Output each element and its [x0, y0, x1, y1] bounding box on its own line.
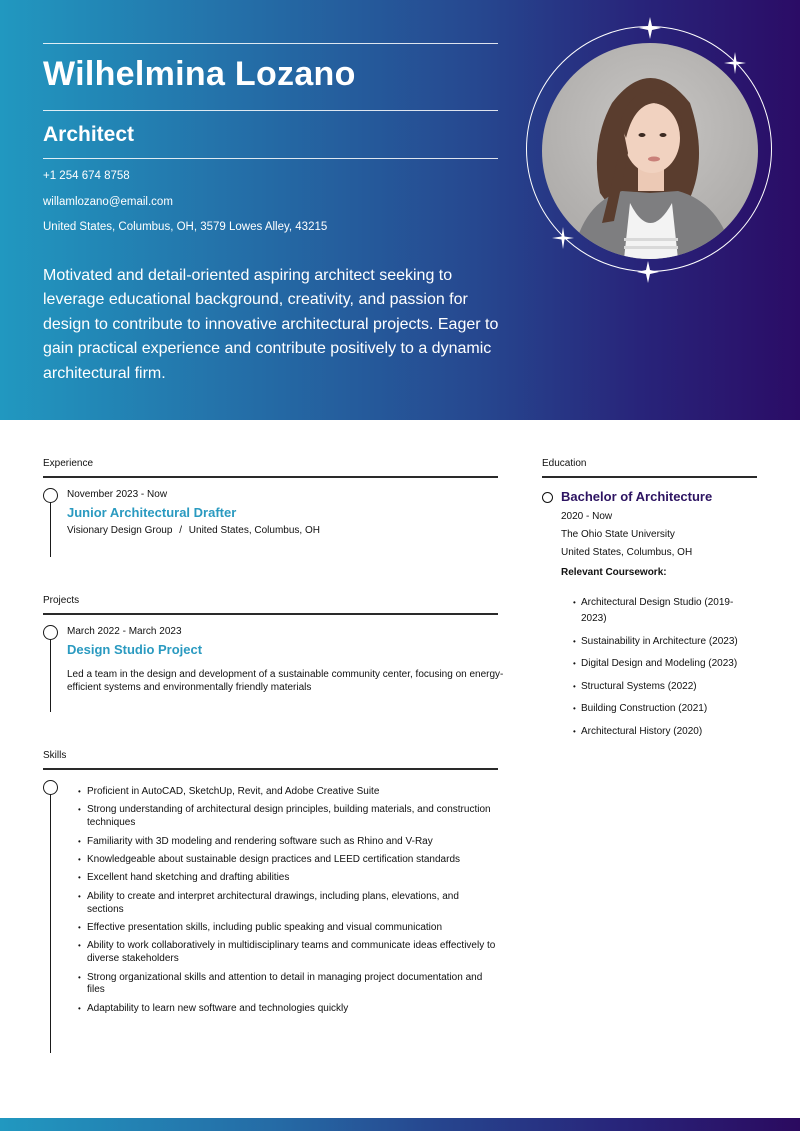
- experience-location: United States, Columbus, OH: [188, 525, 320, 536]
- education-location: United States, Columbus, OH: [561, 547, 693, 558]
- contact-email[interactable]: willamlozano@email.com: [43, 196, 173, 208]
- timeline-line: [50, 787, 52, 1053]
- coursework-label: Relevant Coursework:: [561, 567, 667, 578]
- timeline-line: [50, 632, 52, 712]
- section-divider: [43, 476, 498, 478]
- skill-item: • Ability to create and interpret architectural drawings, including plans, elevations, and sections: [78, 891, 498, 917]
- education-node: [542, 492, 553, 503]
- footer-gradient-bar: [0, 1118, 800, 1131]
- resume-header: [0, 0, 800, 420]
- timeline-node: [43, 780, 58, 795]
- project-title: Design Studio Project: [67, 642, 203, 657]
- skill-item: • Ability to work collaboratively in multidisciplinary teams and communicate ideas effectively to diverse stakeholders: [78, 940, 498, 966]
- section-heading-projects: Projects: [43, 595, 80, 606]
- skill-item: • Effective presentation skills, including public speaking and visual communication: [78, 922, 498, 935]
- profile-summary: Motivated and detail-oriented aspiring architect seeking to leverage educational background, creativity, and passion for design to contribute to innovative architectural projects. Eager to gain practical experience and contribute positively to a dynamic architectural firm.: [43, 267, 499, 382]
- portrait-illustration: [542, 43, 758, 259]
- coursework-list: [573, 595, 753, 746]
- sparkle-icon: [639, 17, 661, 39]
- coursework-item: • Structural Systems (2022): [573, 679, 753, 695]
- skill-item: • Knowledgeable about sustainable design practices and LEED certification standards: [78, 854, 498, 867]
- separator: /: [179, 525, 182, 536]
- skill-item: • Adaptability to learn new software and technologies quickly: [78, 1003, 498, 1016]
- header-divider-top: [43, 43, 498, 44]
- candidate-name: Wilhelmina Lozano: [43, 55, 356, 93]
- project-date: March 2022 - March 2023: [67, 626, 182, 637]
- project-description: Led a team in the design and development of a sustainable community center, focusing on energy-efficient systems and environmentally friendly materials: [67, 669, 504, 693]
- timeline-node: [43, 488, 58, 503]
- experience-company-line: [67, 525, 320, 536]
- section-divider: [542, 476, 757, 478]
- education-degree: Bachelor of Architecture: [561, 489, 713, 504]
- coursework-item: • Building Construction (2021): [573, 701, 753, 717]
- coursework-item: • Sustainability in Architecture (2023): [573, 634, 753, 650]
- sparkle-icon: [552, 227, 574, 249]
- section-divider: [43, 613, 498, 615]
- header-divider-role: [43, 158, 498, 159]
- experience-title: Junior Architectural Drafter: [67, 505, 237, 520]
- skill-item: • Familiarity with 3D modeling and rendering software such as Rhino and V-Ray: [78, 836, 498, 849]
- skills-list: [78, 786, 498, 1021]
- header-divider-name: [43, 110, 498, 111]
- profile-photo: [542, 43, 758, 259]
- section-heading-education: Education: [542, 458, 587, 469]
- section-heading-skills: Skills: [43, 750, 67, 761]
- skill-item: • Excellent hand sketching and drafting abilities: [78, 872, 498, 885]
- candidate-role: Architect: [43, 123, 135, 146]
- skill-item: • Strong understanding of architectural design principles, building materials, and construction techniques: [78, 804, 498, 830]
- section-heading-experience: Experience: [43, 458, 94, 469]
- experience-company: Visionary Design Group: [67, 525, 173, 536]
- sparkle-icon: [724, 52, 746, 74]
- section-divider: [43, 768, 498, 770]
- sparkle-icon: [637, 261, 659, 283]
- photo-frame: [526, 26, 772, 272]
- coursework-item: • Architectural History (2020): [573, 724, 753, 740]
- timeline-node: [43, 625, 58, 640]
- education-dates: 2020 - Now: [561, 511, 613, 522]
- coursework-item: • Digital Design and Modeling (2023): [573, 656, 753, 672]
- contact-address: United States, Columbus, OH, 3579 Lowes Alley, 43215: [43, 221, 328, 233]
- education-school: The Ohio State University: [561, 529, 675, 540]
- coursework-item: • Architectural Design Studio (2019-2023): [573, 595, 753, 627]
- skill-item: • Proficient in AutoCAD, SketchUp, Revit, and Adobe Creative Suite: [78, 786, 498, 799]
- skill-item: • Strong organizational skills and attention to detail in managing project documentation and files: [78, 972, 498, 998]
- experience-date: November 2023 - Now: [67, 489, 168, 500]
- timeline-line: [50, 495, 52, 557]
- contact-phone[interactable]: +1 254 674 8758: [43, 170, 130, 182]
